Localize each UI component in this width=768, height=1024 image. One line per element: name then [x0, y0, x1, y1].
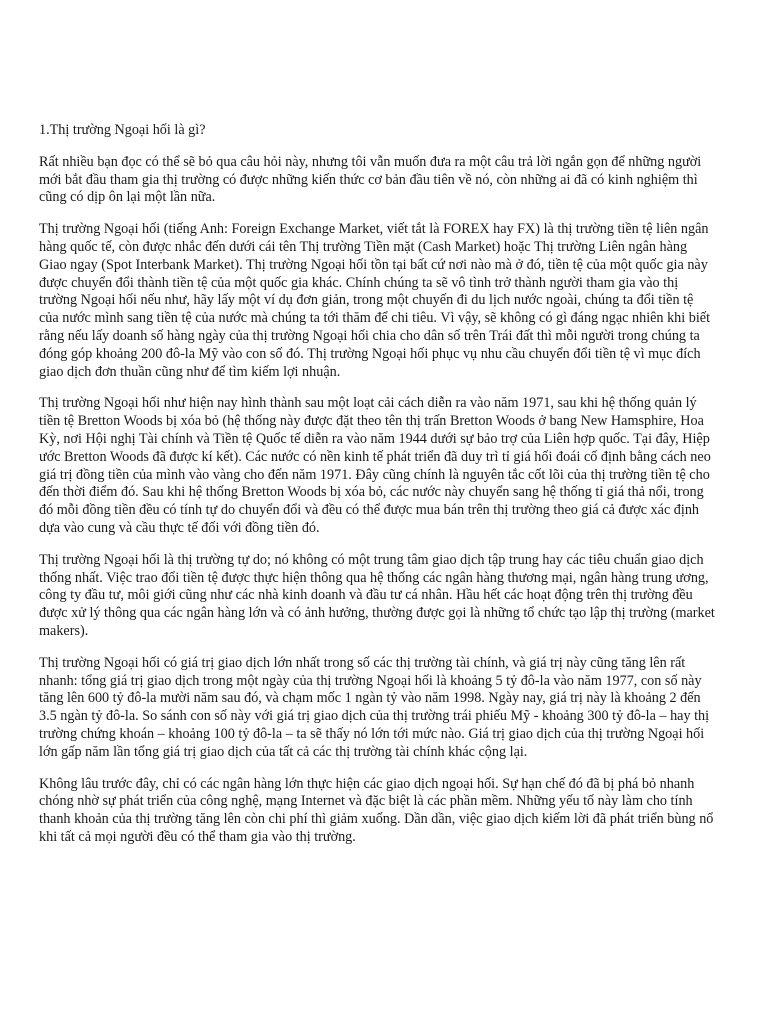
paragraph-free-market: Thị trường Ngoại hối là thị trường tự do; nó không có một trung tâm giao dịch tập trung hay các tiêu chuẩn giao dịch thống nhất. Việc trao đổi tiền tệ được thực hiện thông qua hệ thống các ngân hàng thương mại, ngân hàng trung ương, công ty đầu tư, môi giới cũng như các nhà kinh doanh và đầu tư cá nhân. Hầu hết các hoạt động trên thị trường đều được xử lý thông qua các ngân hàng lớn và có ảnh hưởng, thường được gọi là những tổ chức tạo lập thị trường (market makers). [39, 551, 715, 639]
paragraph-volume: Thị trường Ngoại hối có giá trị giao dịch lớn nhất trong số các thị trường tài chính, và giá trị này cũng tăng lên rất nhanh: tổng giá trị giao dịch trong một ngày của thị trường Ngoại hối là khoảng 5 tỷ đô-la vào năm 1977, con số này tăng lên 600 tỷ đô-la mười năm sau đó, và chạm mốc 1 ngàn tỷ vào năm 1998. Ngày nay, giá trị này là khoảng 2 đến 3.5 ngàn tỷ đô-la. So sánh con số này với giá trị giao dịch của thị trường trái phiếu Mỹ - khoảng 300 tỷ đô-la – hay thị trường chứng khoán – khoảng 100 tỷ đô-la – ta sẽ thấy nó lớn tới mức nào. Giá trị giao dịch của thị trường Ngoại hối lớn gấp năm lần tổng giá trị giao dịch của tất cả các thị trường tài chính khác cộng lại. [39, 654, 710, 760]
paragraph-definition: Thị trường Ngoại hối (tiếng Anh: Foreign Exchange Market, viết tắt là FOREX hay FX) là thị trường tiền tệ liên ngân hàng quốc tế, còn được nhắc đến dưới cái tên Thị trường Tiền mặt (Cash Market) hoặc Thị trường Liên ngân hàng Giao ngay (Spot Interbank Market). Thị trường Ngoại hối tồn tại bất cứ nơi nào mà ở đó, tiền tệ của một quốc gia này được chuyển đổi thành tiền tệ của một quốc gia khác. Chính chúng ta sẽ vô tình trở thành người tham gia vào thị trường Ngoại hối nếu như, hãy lấy một ví dụ đơn giản, trong một chuyến đi du lịch nước ngoài, chúng ta đổi tiền tệ của nước mình sang tiền tệ của nước mà chúng ta tới thăm để chi tiêu. Vì vậy, sẽ không có gì đáng ngạc nhiên khi biết rằng nếu lấy doanh số hàng ngày của thị trường Ngoại hối chia cho dân số trên Trái đất thì mỗi người trong chúng ta đóng góp khoảng 200 đô-la Mỹ vào con số đó. Thị trường Ngoại hối phục vụ nhu cầu chuyển đổi tiền tệ vì mục đích giao dịch đơn thuần cũng như để tìm kiếm lợi nhuận. [39, 221, 711, 380]
paragraph-intro: Rất nhiều bạn đọc có thể sẽ bỏ qua câu hỏi này, nhưng tôi vẫn muốn đưa ra một câu trả lời ngắn gọn để những người mới bắt đầu tham gia thị trường có được những kiến thức cơ bản đầu tiên về nó, còn những ai đã có kinh nghiệm thì cũng có dịp ôn lại một lần nữa. [39, 153, 702, 206]
paragraph-technology: Không lâu trước đây, chỉ có các ngân hàng lớn thực hiện các giao dịch ngoại hối. Sự hạn chế đó đã bị phá bỏ nhanh chóng nhờ sự phát triển của công nghệ, mạng Internet và đặc biệt là các phần mềm. Những yếu tố này làm cho tính thanh khoản của thị trường tăng lên còn chi phí thì giảm xuống. Dần dần, việc giao dịch kiếm lời đã phát triển bùng nổ khi tất cả mọi người đều có thể tham gia vào thị trường. [39, 775, 714, 845]
paragraph-history: Thị trường Ngoại hối như hiện nay hình thành sau một loạt cải cách diễn ra vào năm 1971, sau khi hệ thống quản lý tiền tệ Bretton Woods bị xóa bỏ (hệ thống này được đặt theo tên thị trấn Bretton Woods ở bang New Hamsphire, Hoa Kỳ, nơi Hội nghị Tài chính và Tiền tệ Quốc tế diễn ra vào năm 1944 dưới sự bảo trợ của Liên hợp quốc. Tại đây, Hiệp ước Bretton Woods đã được kí kết). Các nước có nền kinh tế phát triển đã duy trì tỉ giá hối đoái cố định bằng cách neo giá trị đồng tiền của mình vào vàng cho đến năm 1971. Đây cũng chính là nguyên tắc cốt lõi của thị trường tiền tệ cho đến thời điểm đó. Sau khi hệ thống Bretton Woods bị xóa bỏ, các nước này chuyển sang hệ thống tỉ giá thả nổi, trong đó mỗi đồng tiền đều có tính tự do chuyển đổi và đều có thể được mua bán trên thị trường theo giá cả được xác định dựa vào cung và cầu thực tế đối với đồng tiền đó. [39, 395, 711, 536]
document-page [39, 122, 715, 861]
document-heading: 1.Thị trường Ngoại hối là gì? [39, 122, 206, 138]
